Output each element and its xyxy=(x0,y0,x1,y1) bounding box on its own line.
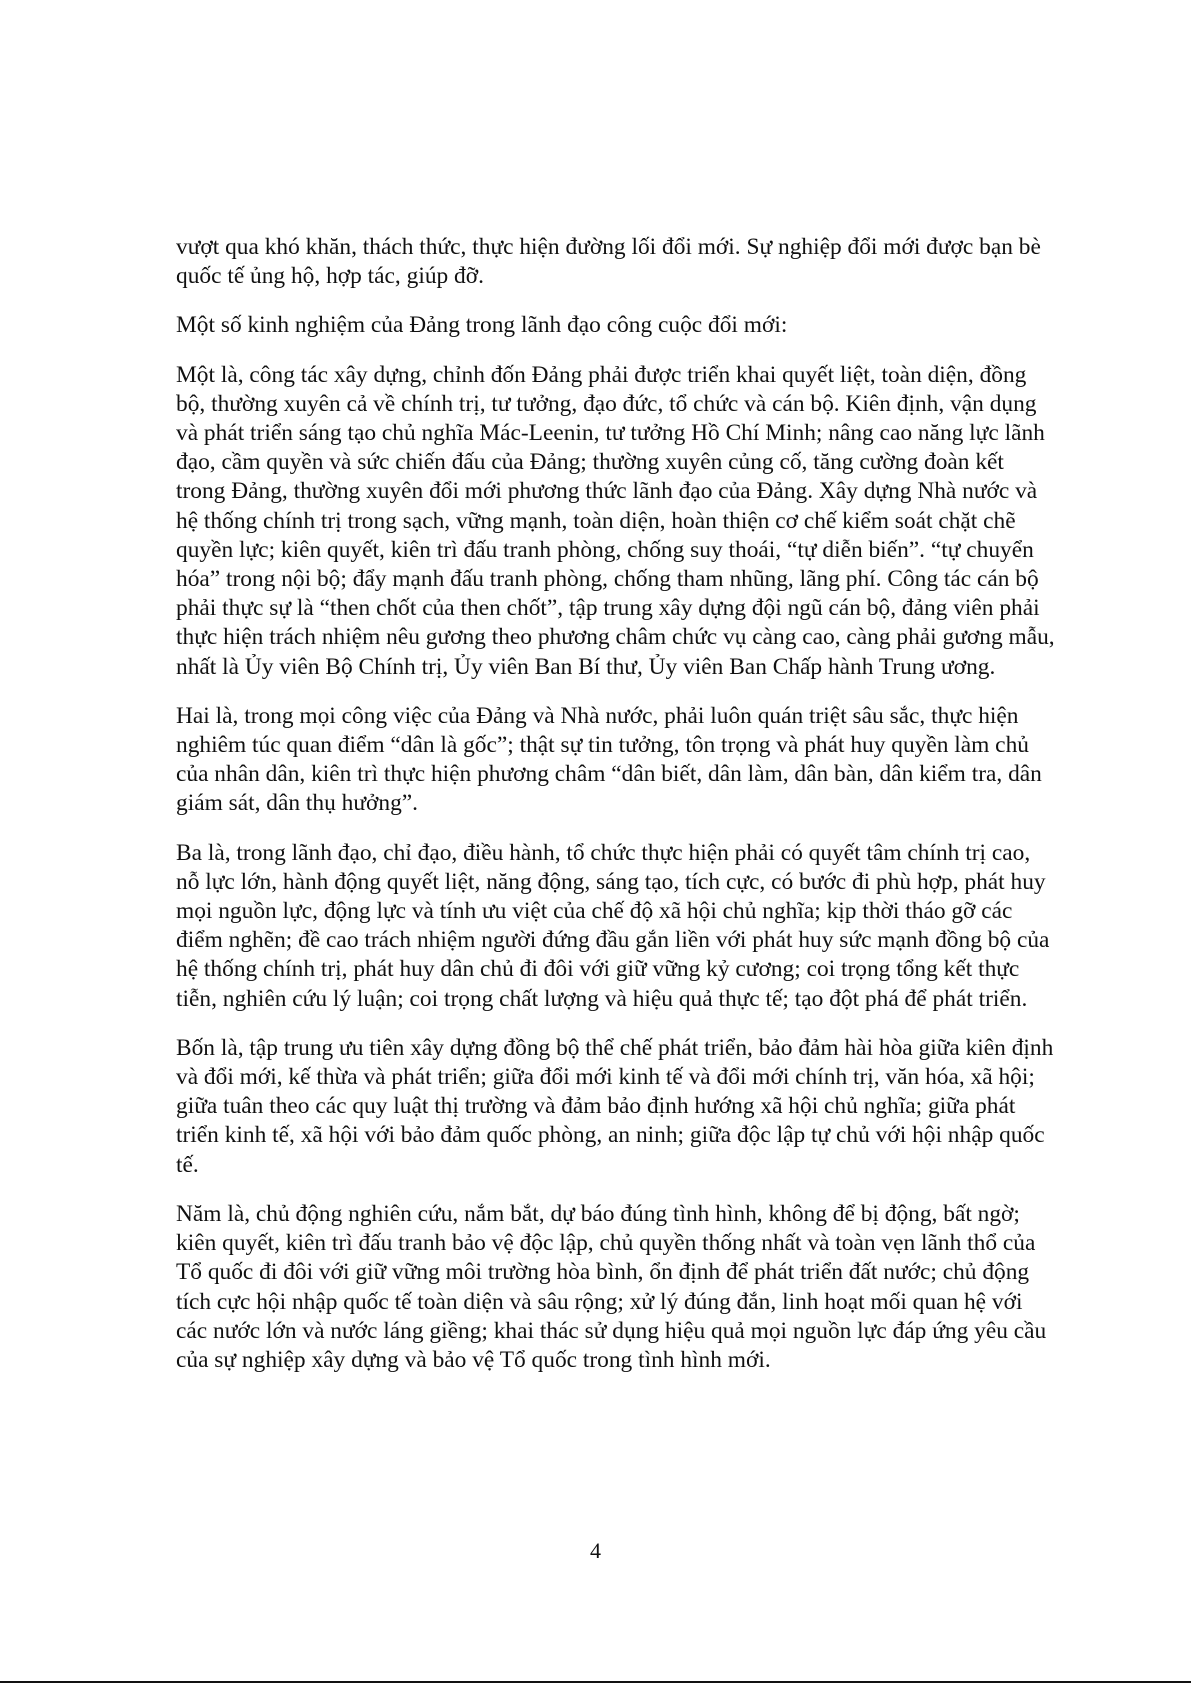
paragraph-lesson-two: Hai là, trong mọi công việc của Đảng và Nhà nước, phải luôn quán triệt sâu sắc, thực hiện nghiêm túc quan điểm “dân là gốc”; thật sự tin tưởng, tôn trọng và phát huy quyền làm chủ của nhân dân, kiên trì thực hiện phương châm “dân biết, dân làm, dân bàn, dân kiểm tra, dân giám sát, dân thụ hưởng”. xyxy=(176,702,1042,817)
paragraph-lesson-three: Ba là, trong lãnh đạo, chỉ đạo, điều hành, tổ chức thực hiện phải có quyết tâm chính trị cao, nỗ lực lớn, hành động quyết liệt, năng động, sáng tạo, tích cực, có bước đi phù hợp, phát huy mọi nguồn lực, động lực và tính ưu việt của chế độ xã hội chủ nghĩa; kịp thời tháo gỡ các điểm nghẽn; đề cao trách nhiệm người đứng đầu gắn liền với phát huy sức mạnh đồng bộ của hệ thống chính trị, phát huy dân chủ đi đôi với giữ vững kỷ cương; coi trọng tổng kết thực tiễn, nghiên cứu lý luận; coi trọng chất lượng và hiệu quả thực tế; tạo đột phá để phát triển. xyxy=(176,839,1050,1012)
page-number: 4 xyxy=(590,1538,601,1563)
paragraph-continuation: vượt qua khó khăn, thách thức, thực hiện đường lối đổi mới. Sự nghiệp đổi mới được bạn bè quốc tế ủng hộ, hợp tác, giúp đỡ. xyxy=(176,234,1041,290)
page-body xyxy=(176,233,1056,1395)
paragraph-intro: Một số kinh nghiệm của Đảng trong lãnh đạo công cuộc đổi mới: xyxy=(176,312,788,339)
paragraph-lesson-four: Bốn là, tập trung ưu tiên xây dựng đồng bộ thể chế phát triển, bảo đảm hài hòa giữa kiên định và đổi mới, kế thừa và phát triển; giữa đổi mới kinh tế và đổi mới chính trị, văn hóa, xã hội; giữa tuân theo các quy luật thị trường và đảm bảo định hướng xã hội chủ nghĩa; giữa phát triển kinh tế, xã hội với bảo đảm quốc phòng, an ninh; giữa độc lập tự chủ với hội nhập quốc tế. xyxy=(176,1034,1054,1178)
paragraph-lesson-five: Năm là, chủ động nghiên cứu, nắm bắt, dự báo đúng tình hình, không để bị động, bất ngờ; kiên quyết, kiên trì đấu tranh bảo vệ độc lập, chủ quyền thống nhất và toàn vẹn lãnh thổ của Tổ quốc đi đôi với giữ vững môi trường hòa bình, ổn định để phát triển đất nước; chủ động tích cực hội nhập quốc tế toàn diện và sâu rộng; xử lý đúng đắn, linh hoạt mối quan hệ với các nước lớn và nước láng giềng; khai thác sử dụng hiệu quả mọi nguồn lực đáp ứng yêu cầu của sự nghiệp xây dựng và bảo vệ Tổ quốc trong tình hình mới. xyxy=(176,1200,1047,1373)
bottom-divider xyxy=(0,1681,1191,1683)
paragraph-lesson-one: Một là, công tác xây dựng, chỉnh đốn Đảng phải được triển khai quyết liệt, toàn diện, đồng bộ, thường xuyên cả về chính trị, tư tưởng, đạo đức, tổ chức và cán bộ. Kiên định, vận dụng và phát triển sáng tạo chủ nghĩa Mác-Leenin, tư tưởng Hồ Chí Minh; nâng cao năng lực lãnh đạo, cầm quyền và sức chiến đấu của Đảng; thường xuyên củng cố, tăng cường đoàn kết trong Đảng, thường xuyên đổi mới phương thức lãnh đạo của Đảng. Xây dựng Nhà nước và hệ thống chính trị trong sạch, vững mạnh, toàn diện, hoàn thiện cơ chế kiểm soát chặt chẽ quyền lực; kiên quyết, kiên trì đấu tranh phòng, chống suy thoái, “tự diễn biến”. “tự chuyển hóa” trong nội bộ; đẩy mạnh đấu tranh phòng, chống tham nhũng, lãng phí. Công tác cán bộ phải thực sự là “then chốt của then chốt”, tập trung xây dựng đội ngũ cán bộ, đảng viên phải thực hiện trách nhiệm nêu gương theo phương châm chức vụ càng cao, càng phải gương mẫu, nhất là Ủy viên Bộ Chính trị, Ủy viên Ban Bí thư, Ủy viên Ban Chấp hành Trung ương. xyxy=(176,361,1055,680)
